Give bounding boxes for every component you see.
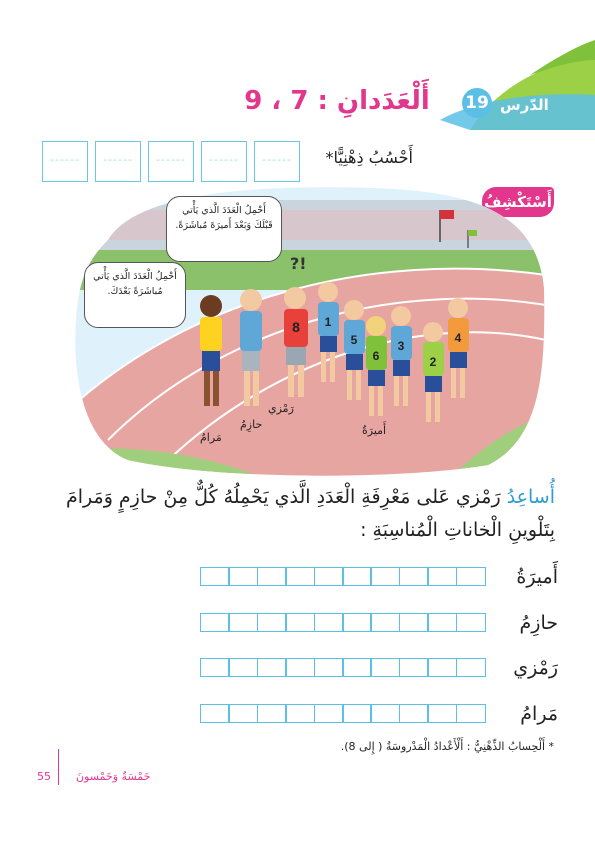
- discover-tag: أَسْتَكْشِفُ: [482, 187, 554, 217]
- mental-calc-box[interactable]: ------: [95, 141, 141, 182]
- jersey-number: 1: [324, 315, 332, 329]
- grid-cell[interactable]: [314, 704, 344, 723]
- instruction-line-1: [45, 486, 555, 508]
- grid-cell[interactable]: [285, 567, 315, 586]
- stadium-drawing: [68, 180, 546, 480]
- answer-grid-hazem[interactable]: [200, 613, 484, 632]
- name-ramzi: رَمْزي: [268, 402, 294, 415]
- question-mark: ?!: [290, 254, 307, 273]
- grid-cell[interactable]: [342, 658, 372, 677]
- grid-cell[interactable]: [427, 704, 457, 723]
- row-label-amira: أَميرَةُ: [516, 566, 558, 588]
- grid-cell[interactable]: [285, 658, 315, 677]
- lesson-banner: [0, 0, 595, 140]
- grid-cell[interactable]: [285, 704, 315, 723]
- instruction-text: رَمْزي عَلى مَعْرِفَةِ الْعَدَدِ الَّذي يَحْمِلُهُ كُلٌّ مِنْ حازِمٍ وَمَرامَ: [66, 486, 507, 508]
- grid-cell[interactable]: [399, 567, 429, 586]
- grid-cell[interactable]: [228, 704, 258, 723]
- name-amira: أَميرَةُ: [362, 424, 387, 437]
- grid-cell[interactable]: [200, 704, 230, 723]
- grid-cell[interactable]: [427, 658, 457, 677]
- answer-grid-maram[interactable]: [200, 704, 484, 723]
- grid-cell[interactable]: [399, 704, 429, 723]
- grid-cell[interactable]: [456, 658, 486, 677]
- grid-cell[interactable]: [257, 567, 287, 586]
- answer-grid-amira[interactable]: [200, 567, 484, 586]
- grid-cell[interactable]: [342, 567, 372, 586]
- jersey-number: 2: [429, 355, 437, 369]
- grid-cell[interactable]: [342, 613, 372, 632]
- grid-cell[interactable]: [370, 567, 400, 586]
- grid-cell[interactable]: [456, 567, 486, 586]
- grid-cell[interactable]: [370, 704, 400, 723]
- mental-calc-box[interactable]: ------: [148, 141, 194, 182]
- grid-cell[interactable]: [456, 613, 486, 632]
- grid-cell[interactable]: [342, 704, 372, 723]
- page-number-divider: [58, 749, 59, 785]
- instruction-lead: أُساعِدُ: [506, 486, 555, 508]
- mental-calc-box[interactable]: ------: [201, 141, 247, 182]
- stadium-illustration: [68, 180, 546, 480]
- page-number-words: خَمْسَةٌ وَخَمْسونَ: [76, 770, 151, 783]
- grid-cell[interactable]: [456, 704, 486, 723]
- speech-bubble-maram: أَحْمِلُ الْعَدَدَ الَّذي يَأْتي مُباشَرَةً بَعْدَكَ.: [84, 262, 186, 328]
- grid-cell[interactable]: [427, 567, 457, 586]
- row-label-ramzi: رَمْزي: [513, 657, 558, 679]
- mental-calc-box[interactable]: ------: [254, 141, 300, 182]
- row-label-maram: مَرامُ: [520, 703, 558, 725]
- grid-cell[interactable]: [257, 613, 287, 632]
- speech-bubble-hazem: أَحْمِلُ الْعَدَدَ الَّذي يَأْتي قَبْلَكَ وَبَعْدَ أَميرَةَ مُباشَرَةً.: [166, 196, 282, 262]
- answer-grid-ramzi[interactable]: [200, 658, 484, 677]
- grid-cell[interactable]: [370, 613, 400, 632]
- lesson-number: 19: [462, 88, 492, 118]
- grid-cell[interactable]: [285, 613, 315, 632]
- grid-cell[interactable]: [427, 613, 457, 632]
- jersey-number: 4: [454, 331, 462, 345]
- jersey-number: 5: [350, 333, 358, 347]
- mental-calc-label: أَحْسُبُ ذِهْنِيًّا*: [325, 148, 413, 167]
- grid-cell[interactable]: [370, 658, 400, 677]
- page-number: 55: [37, 770, 51, 783]
- row-label-hazem: حازِمُ: [519, 612, 558, 634]
- grid-cell[interactable]: [257, 704, 287, 723]
- grid-cell[interactable]: [314, 567, 344, 586]
- jersey-number: 8: [292, 319, 300, 335]
- instruction-line-2: بِتَلْوينِ الْخاناتِ الْمُناسِبَةِ :: [360, 519, 555, 541]
- jersey-number: 6: [372, 349, 380, 363]
- name-maram: مَرامُ: [200, 431, 222, 444]
- lesson-word: الدّرس: [500, 96, 549, 114]
- grid-cell[interactable]: [200, 567, 230, 586]
- grid-cell[interactable]: [200, 658, 230, 677]
- page-title: أَلْعَدَدانِ : 7 ، 9: [244, 86, 430, 116]
- grid-cell[interactable]: [257, 658, 287, 677]
- grid-cell[interactable]: [200, 613, 230, 632]
- footnote: * أَلْحِسابُ الذِّهْنِيُّ : أَلْأَعْدادُ الْمَدْروسَةُ ( إِلى 8).: [340, 740, 554, 753]
- mental-calc-box[interactable]: ------: [42, 141, 88, 182]
- grid-cell[interactable]: [399, 658, 429, 677]
- grid-cell[interactable]: [399, 613, 429, 632]
- jersey-number: 3: [397, 339, 405, 353]
- grid-cell[interactable]: [314, 658, 344, 677]
- grid-cell[interactable]: [228, 613, 258, 632]
- grid-cell[interactable]: [314, 613, 344, 632]
- grid-cell[interactable]: [228, 567, 258, 586]
- grid-cell[interactable]: [228, 658, 258, 677]
- name-hazem: حازِمُ: [240, 418, 263, 431]
